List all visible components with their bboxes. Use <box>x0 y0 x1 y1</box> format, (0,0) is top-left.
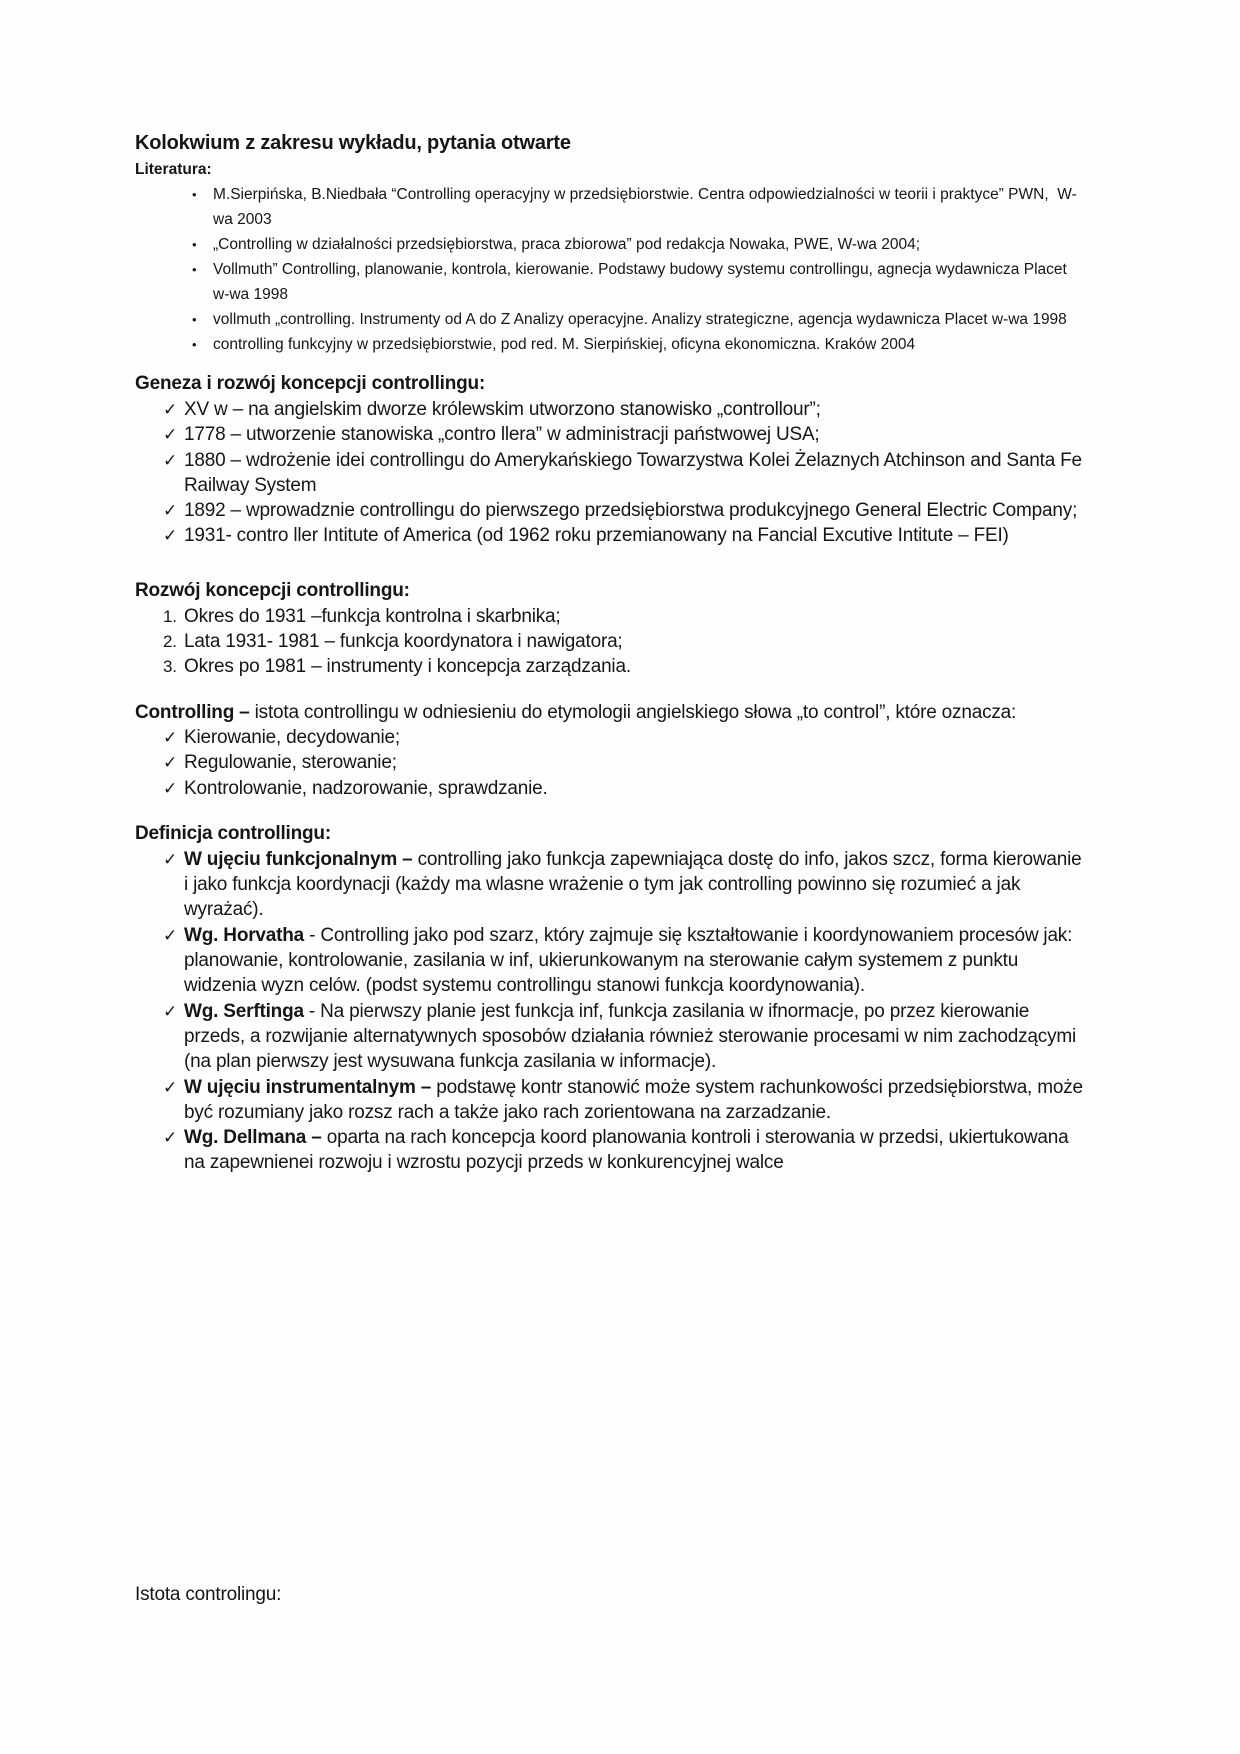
definition-term: W ujęciu instrumentalnym – <box>184 1076 432 1098</box>
list-number: 3. <box>163 657 177 677</box>
list-item <box>163 629 1086 654</box>
list-item-text <box>184 1075 1086 1126</box>
list-item-text <box>184 923 1086 999</box>
bullet-icon: • <box>192 337 197 352</box>
literatura-list <box>192 182 1086 357</box>
check-icon: ✓ <box>163 526 178 546</box>
list-item-text: controlling funkcyjny w przedsiębiorstwie, pod red. M. Sierpińskiej, oficyna ekonomiczna. Kraków 2004 <box>213 336 916 353</box>
controlling-lead-text: istota controllingu w odniesieniu do etymologii angielskiego słowa „to control”, które oznacza: <box>249 701 1017 723</box>
controlling-list <box>163 725 1086 801</box>
list-item <box>163 422 1086 447</box>
section-heading-geneza: Geneza i rozwój koncepcji controllingu: <box>135 373 486 394</box>
list-number: 2. <box>163 632 177 652</box>
list-item <box>192 307 1086 332</box>
list-item-text: 1778 – utworzenie stanowiska „contro llera” w administracji państwowej USA; <box>184 424 820 446</box>
list-item <box>163 847 1086 923</box>
bullet-icon: • <box>192 312 197 327</box>
definition-term: Wg. Horvatha <box>184 924 305 946</box>
istota-controlingu-line: Istota controlingu: <box>135 1584 282 1605</box>
bullet-icon: • <box>192 187 197 202</box>
list-item-text: Okres do 1931 –funkcja kontrolna i skarbnika; <box>184 605 561 627</box>
check-icon: ✓ <box>163 1001 178 1021</box>
bullet-icon: • <box>192 237 197 252</box>
check-icon: ✓ <box>163 778 178 798</box>
list-item <box>163 523 1086 548</box>
check-icon: ✓ <box>163 849 178 869</box>
list-item <box>192 257 1086 307</box>
list-item <box>192 182 1086 232</box>
list-item <box>163 923 1086 999</box>
list-item-text: XV w – na angielskim dworze królewskim utworzono stanowisko „controllour”; <box>184 399 821 420</box>
list-item <box>163 999 1086 1075</box>
check-icon: ✓ <box>163 753 178 773</box>
check-icon: ✓ <box>163 1128 178 1148</box>
list-item <box>163 604 1086 629</box>
list-item <box>163 654 1086 679</box>
list-item <box>163 750 1086 775</box>
list-item <box>163 448 1086 499</box>
definition-term: W ujęciu funkcjonalnym – <box>184 848 413 870</box>
list-item <box>163 1075 1086 1126</box>
check-icon: ✓ <box>163 450 178 470</box>
list-item-text: Regulowanie, sterowanie; <box>184 752 397 774</box>
list-item-text: „Controlling w działalności przedsiębiorstwa, praca zbiorowa” pod redakcja Nowaka, PWE, W-wa 2004; <box>213 236 920 253</box>
definition-body: podstawę kontr stanowić może system rachunkowości przedsiębiorstwa, może być rozumiany jako rozsz rach a także jako rach zorientowana na zarzadzanie. <box>184 1076 1088 1123</box>
definition-body: - Na pierwszy planie jest funkcja inf, funkcja zasilania w ifnormacje, po przez kierowanie przeds, a rozwijanie alternatywnych sposobów działania również sterowanie procesami w nim zachodzącymi (na plan pierwszy jest wysuwana funkcja zasilania w informacje). <box>184 1000 1082 1073</box>
geneza-list <box>163 397 1086 549</box>
rozwoj-list <box>163 604 1086 680</box>
list-item <box>163 725 1086 750</box>
page-content <box>135 130 1107 1176</box>
definition-body: oparta na rach koncepcja koord planowania kontroli i sterowania w przedsi, ukiertukowana na zapewnienei rozwoju i wzrostu pozycji przeds w konkurencyjnej walce <box>184 1127 1074 1174</box>
definition-body: - Controlling jako pod szarz, który zajmuje się kształtowanie i koordynowaniem procesów jak: planowanie, kontrolowanie, zasilania w inf, ukierunkowanym na sterowanie całym systemem z punktu widzenia wyzn celów. (podst systemu controllingu stanowi funkcja koordynowania). <box>184 924 1083 997</box>
list-item-text: 1931- contro ller Intitute of America (od 1962 roku przemianowany na Fancial Excutive Intitute – FEI) <box>184 525 1009 547</box>
list-item <box>163 776 1086 801</box>
list-item-text: M.Sierpińska, B.Niedbała “Controlling operacyjny w przedsiębiorstwie. Centra odpowiedzialności w teorii i praktyce” PWN, W-wa 2003 <box>213 186 1077 228</box>
list-item-text: Lata 1931- 1981 – funkcja koordynatora i nawigatora; <box>184 631 623 653</box>
section-heading-rozwoj: Rozwój koncepcji controllingu: <box>135 579 410 601</box>
definition-body: controlling jako funkcja zapewniająca dostę do info, jakos szcz, forma kierowanie i jako funkcja koordynacji (każdy ma wlasne wrażenie o tym jak controlling powinno się rozumieć a jak wyrażać). <box>184 848 1087 921</box>
check-icon: ✓ <box>163 1077 178 1097</box>
list-item-text: Kierowanie, decydowanie; <box>184 726 400 748</box>
bullet-icon: • <box>192 262 197 277</box>
controlling-paragraph <box>135 700 1107 725</box>
check-icon: ✓ <box>163 425 178 445</box>
list-item-text: Kontrolowanie, nadzorowanie, sprawdzanie. <box>184 777 548 799</box>
list-item <box>163 397 1086 422</box>
list-item-text <box>184 999 1086 1075</box>
list-item-text: vollmuth „controlling. Instrumenty od A do Z Analizy operacyjne. Analizy strategiczne, agencja wydawnicza Placet w-wa 1998 <box>213 311 1067 328</box>
controlling-lead-bold: Controlling – <box>135 701 250 723</box>
page-title: Kolokwium z zakresu wykładu, pytania otwarte <box>135 132 571 154</box>
list-item <box>163 1125 1086 1176</box>
list-item-text: Okres po 1981 – instrumenty i koncepcja zarządzania. <box>184 656 631 678</box>
check-icon: ✓ <box>163 400 178 419</box>
literatura-label: Literatura: <box>135 161 212 178</box>
list-item-text <box>184 1125 1086 1176</box>
check-icon: ✓ <box>163 727 178 747</box>
list-item <box>192 332 1086 357</box>
definicja-list <box>163 847 1086 1176</box>
list-item-text: Vollmuth” Controlling, planowanie, kontrola, kierowanie. Podstawy budowy systemu controllingu, agnecja wydawnicza Placet w-wa 1998 <box>213 261 1072 303</box>
definition-term: Wg. Serftinga <box>184 1000 304 1022</box>
check-icon: ✓ <box>163 501 178 521</box>
list-item-text <box>184 847 1086 923</box>
check-icon: ✓ <box>163 925 178 945</box>
list-item-text: 1892 – wprowadznie controllingu do pierwszego przedsiębiorstwa produkcyjnego General Electric Company; <box>184 500 1078 522</box>
list-item-text: 1880 – wdrożenie idei controllingu do Amerykańskiego Towarzystwa Kolei Żelaznych Atchinson and Santa Fe Railway System <box>184 449 1088 496</box>
list-item <box>163 498 1086 523</box>
list-item <box>192 232 1086 257</box>
list-number: 1. <box>163 606 177 626</box>
section-heading-definicja: Definicja controllingu: <box>135 822 331 844</box>
definition-term: Wg. Dellmana – <box>184 1127 322 1149</box>
